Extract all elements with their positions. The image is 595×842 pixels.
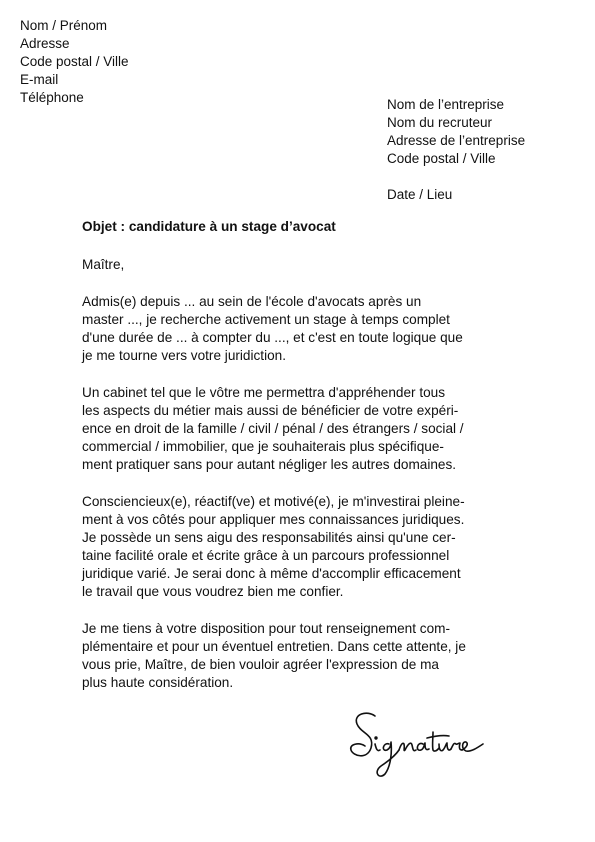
paragraph-line: master ..., je recherche activement un stage à temps complet bbox=[82, 312, 450, 327]
paragraph-line: Consciencieux(e), réactif(ve) et motivé(e), je m'investirai pleine- bbox=[82, 494, 465, 509]
paragraph-4 bbox=[82, 620, 522, 692]
paragraph-line: Admis(e) depuis ... au sein de l'école d'avocats après un bbox=[82, 294, 422, 309]
paragraph-line: taine facilité orale et écrite grâce à un parcours professionnel bbox=[82, 548, 450, 563]
paragraph-line: le travail que vous voudrez bien me confier. bbox=[82, 584, 344, 599]
recipient-address: Adresse de l’entreprise bbox=[387, 133, 526, 148]
paragraph-line: d'une durée de ... à compter du ..., et c'est en toute logique que bbox=[82, 330, 463, 345]
sender-address: Adresse bbox=[20, 36, 70, 51]
recipient-recruiter: Nom du recruteur bbox=[387, 115, 493, 130]
paragraph-line: je me tourne vers votre juridiction. bbox=[82, 348, 286, 363]
sender-block bbox=[20, 17, 129, 107]
paragraph-line: Je possède un sens aigu des responsabilités ainsi qu'une cer- bbox=[82, 530, 456, 545]
signature-image bbox=[345, 708, 490, 783]
paragraph-line: commercial / immobilier, que je souhaiterais plus spécifique- bbox=[82, 439, 444, 454]
date-place: Date / Lieu bbox=[387, 187, 453, 202]
paragraph-line: plus haute considération. bbox=[82, 675, 234, 690]
paragraph-2 bbox=[82, 384, 522, 474]
paragraph-line: ment à vos côtés pour appliquer mes connaissances juridiques. bbox=[82, 512, 465, 527]
sender-name: Nom / Prénom bbox=[20, 18, 108, 33]
paragraph-line: Je me tiens à votre disposition pour tout renseignement com- bbox=[82, 621, 450, 636]
letter-body bbox=[82, 218, 522, 711]
sender-postcode-city: Code postal / Ville bbox=[20, 54, 129, 69]
paragraph-line: ence en droit de la famille / civil / pénal / des étrangers / social / bbox=[82, 421, 464, 436]
letter-salutation: Maître, bbox=[82, 257, 125, 272]
sender-email: E-mail bbox=[20, 72, 59, 87]
recipient-block bbox=[387, 96, 525, 204]
paragraph-line: les aspects du métier mais aussi de bénéficier de votre expéri- bbox=[82, 403, 459, 418]
recipient-company: Nom de l’entreprise bbox=[387, 97, 505, 112]
paragraph-line: ment pratiquer sans pour autant négliger les autres domaines. bbox=[82, 457, 457, 472]
recipient-postcode-city: Code postal / Ville bbox=[387, 151, 496, 166]
paragraph-1 bbox=[82, 293, 522, 365]
paragraph-line: juridique varié. Je serai donc à même d'accomplir efficacement bbox=[82, 566, 461, 581]
sender-phone: Téléphone bbox=[20, 90, 84, 105]
paragraph-line: vous prie, Maître, de bien vouloir agréer l'expression de ma bbox=[82, 657, 439, 672]
paragraph-line: plémentaire et pour un éventuel entretien. Dans cette attente, je bbox=[82, 639, 466, 654]
letter-subject: Objet : candidature à un stage d’avocat bbox=[82, 219, 336, 234]
paragraph-line: Un cabinet tel que le vôtre me permettra d'appréhender tous bbox=[82, 385, 446, 400]
paragraph-3 bbox=[82, 493, 522, 601]
